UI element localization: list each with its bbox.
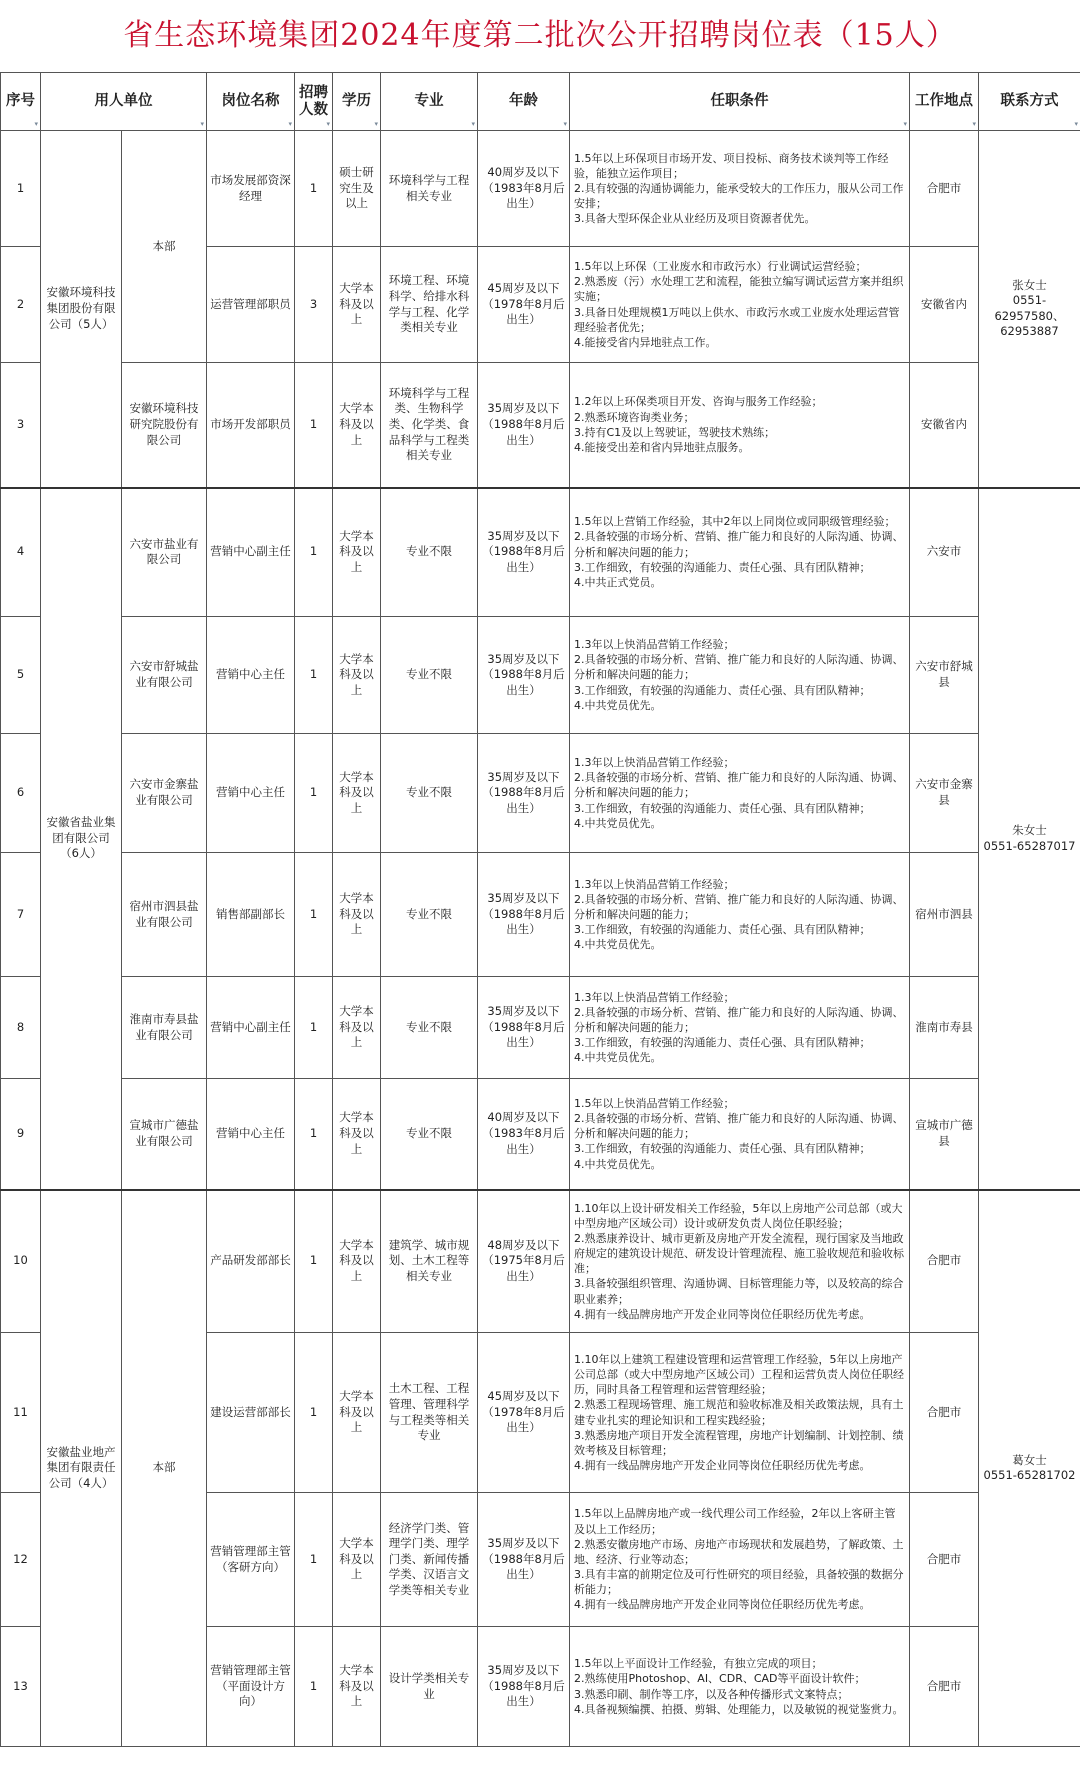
major: 专业不限 bbox=[381, 734, 478, 853]
requirement-line: 1.3年以上快消品营销工作经验； bbox=[574, 756, 735, 770]
header-cell[interactable]: 任职条件 ▾ bbox=[570, 73, 910, 131]
header-cell[interactable]: 工作地点 ▾ bbox=[910, 73, 979, 131]
hire-count: 1 bbox=[295, 853, 333, 977]
requirement-line: 1.2年以上环保类项目开发、咨询与服务工作经验； bbox=[574, 395, 823, 409]
contact-line: 葛女士 bbox=[1012, 1452, 1047, 1467]
post-name: 市场开发部职员 bbox=[207, 363, 295, 488]
education: 大学本科及以上 bbox=[333, 1493, 381, 1627]
requirements bbox=[570, 617, 910, 734]
work-location: 宿州市泗县 bbox=[910, 853, 979, 977]
major: 经济学门类、管理学门类、理学门类、新闻传播学类、汉语言文学类等相关专业 bbox=[381, 1493, 478, 1627]
requirement-line: 2.熟练使用Photoshop、AI、CDR、CAD等平面设计软件； bbox=[574, 1672, 866, 1686]
requirement-line: 2.具备较强的市场分析、营销、推广能力和良好的人际沟通、协调、分析和解决问题的能力； bbox=[574, 1111, 904, 1141]
requirement-line: 2.具有较强的沟通协调能力，能承受较大的工作压力，服从公司工作安排； bbox=[574, 181, 904, 211]
table-row bbox=[1, 977, 1080, 1079]
requirement-line: 4.中共党员优先。 bbox=[574, 1051, 662, 1065]
hire-count: 3 bbox=[295, 247, 333, 363]
age-limit: 40周岁及以下（1983年8月后出生） bbox=[478, 131, 570, 247]
work-location: 淮南市寿县 bbox=[910, 977, 979, 1079]
hire-count: 1 bbox=[295, 977, 333, 1079]
post-name: 营销管理部主管（平面设计方向） bbox=[207, 1627, 295, 1747]
work-location: 合肥市 bbox=[910, 1493, 979, 1627]
employer-group: 安徽环境科技集团股份有限公司（5人） bbox=[41, 131, 122, 488]
employer-unit: 宣城市广德盐业有限公司 bbox=[122, 1079, 207, 1190]
age-limit: 40周岁及以下（1983年8月后出生） bbox=[478, 1079, 570, 1190]
requirement-line: 2.熟悉废（污）水处理工艺和流程，能独立编写调试运营方案并组织实施； bbox=[574, 275, 904, 304]
age-limit: 35周岁及以下（1988年8月后出生） bbox=[478, 363, 570, 488]
row-number: 1 bbox=[1, 131, 41, 247]
hire-count: 1 bbox=[295, 617, 333, 734]
contact-info bbox=[979, 1190, 1080, 1747]
employer-unit: 六安市舒城盐业有限公司 bbox=[122, 617, 207, 734]
requirement-line: 1.3年以上快消品营销工作经验； bbox=[574, 990, 735, 1004]
contact-line: 0551-65281702 bbox=[983, 1468, 1076, 1483]
work-location: 安徽省内 bbox=[910, 247, 979, 363]
requirement-line: 3.工作细致，有较强的沟通能力、责任心强、具有团队精神； bbox=[574, 683, 871, 697]
post-name: 建设运营部部长 bbox=[207, 1333, 295, 1493]
row-number: 5 bbox=[1, 617, 41, 734]
requirement-line: 2.熟悉环境咨询类业务； bbox=[574, 410, 695, 424]
work-location: 合肥市 bbox=[910, 131, 979, 247]
requirements bbox=[570, 131, 910, 247]
age-limit: 35周岁及以下（1988年8月后出生） bbox=[478, 977, 570, 1079]
work-location: 六安市金寨县 bbox=[910, 734, 979, 853]
hire-count: 1 bbox=[295, 1627, 333, 1747]
page-title: 省生态环境集团2024年度第二批次公开招聘岗位表（15人） bbox=[123, 18, 957, 53]
header-cell[interactable]: 年龄 ▾ bbox=[478, 73, 570, 131]
requirement-line: 2.具备较强的市场分析、营销、推广能力和良好的人际沟通、协调、分析和解决问题的能力； bbox=[574, 771, 904, 800]
age-limit: 35周岁及以下（1988年8月后出生） bbox=[478, 488, 570, 617]
requirement-line: 1.5年以上环保（工业废水和市政污水）行业调试运营经验； bbox=[574, 259, 867, 273]
header-cell[interactable]: 岗位名称 ▾ bbox=[207, 73, 295, 131]
age-limit: 35周岁及以下（1988年8月后出生） bbox=[478, 734, 570, 853]
requirements bbox=[570, 734, 910, 853]
table-row bbox=[1, 363, 1080, 488]
education: 大学本科及以上 bbox=[333, 853, 381, 977]
header-cell[interactable]: 用人单位 ▾ bbox=[41, 73, 207, 131]
table-row bbox=[1, 734, 1080, 853]
requirement-line: 3.工作细致，有较强的沟通能力、责任心强、具有团队精神； bbox=[574, 560, 871, 574]
requirement-line: 3.工作细致，有较强的沟通能力、责任心强、具有团队精神； bbox=[574, 1036, 871, 1050]
requirement-line: 1.5年以上快消品营销工作经验； bbox=[574, 1096, 735, 1110]
employer-unit: 淮南市寿县盐业有限公司 bbox=[122, 977, 207, 1079]
education: 大学本科及以上 bbox=[333, 617, 381, 734]
major: 专业不限 bbox=[381, 488, 478, 617]
row-number: 9 bbox=[1, 1079, 41, 1190]
education: 硕士研究生及以上 bbox=[333, 131, 381, 247]
contact-info bbox=[979, 488, 1080, 1190]
header-cell[interactable]: 专业 ▾ bbox=[381, 73, 478, 131]
requirement-line: 4.中共党员优先。 bbox=[574, 816, 662, 830]
requirement-line: 4.中共党员优先。 bbox=[574, 938, 662, 952]
job-table bbox=[0, 72, 1080, 1747]
hire-count: 1 bbox=[295, 1079, 333, 1190]
requirement-line: 1.5年以上营销工作经验，其中2年以上同岗位或同职级管理经验； bbox=[574, 515, 896, 529]
table-header-row bbox=[1, 73, 1080, 131]
requirement-line: 1.5年以上品牌房地产或一线代理公司工作经验，2年以上客研主管及以上工作经历； bbox=[574, 1507, 896, 1536]
requirement-line: 3.具备大型环保企业从业经历及项目资源者优先。 bbox=[574, 212, 816, 226]
major: 环境科学与工程相关专业 bbox=[381, 131, 478, 247]
work-location: 宣城市广德县 bbox=[910, 1079, 979, 1190]
education: 大学本科及以上 bbox=[333, 1627, 381, 1747]
requirement-line: 4.中共党员优先。 bbox=[574, 1157, 662, 1171]
requirements bbox=[570, 977, 910, 1079]
work-location: 合肥市 bbox=[910, 1190, 979, 1333]
education: 大学本科及以上 bbox=[333, 734, 381, 853]
requirement-line: 1.10年以上建筑工程建设管理和运营管理工作经验，5年以上房地产公司总部（或大中型房地产区域公司）工程和运营负责人岗位任职经历，同时具备工程管理和运营管理经验； bbox=[574, 1352, 904, 1397]
education: 大学本科及以上 bbox=[333, 1190, 381, 1333]
requirement-line: 4.能接受出差和省内异地驻点服务。 bbox=[574, 440, 750, 454]
row-number: 2 bbox=[1, 247, 41, 363]
requirement-line: 1.5年以上环保项目市场开发、项目投标、商务技术谈判等工作经验，能独立运作项目； bbox=[574, 151, 889, 180]
major: 专业不限 bbox=[381, 1079, 478, 1190]
contact-line: 0551-65287017 bbox=[983, 838, 1076, 853]
requirement-line: 3.熟悉房地产项目开发全流程管理，房地产计划编制、计划控制、绩效考核及目标管理； bbox=[574, 1428, 904, 1457]
requirements bbox=[570, 247, 910, 363]
employer-group: 安徽盐业地产集团有限责任公司（4人） bbox=[41, 1190, 122, 1747]
post-name: 营销中心主任 bbox=[207, 617, 295, 734]
row-number: 12 bbox=[1, 1493, 41, 1627]
requirement-line: 3.具有丰富的前期定位及可行性研究的项目经验，具备较强的数据分析能力； bbox=[574, 1568, 904, 1597]
row-number: 10 bbox=[1, 1190, 41, 1333]
employer-unit: 本部 bbox=[122, 131, 207, 363]
work-location: 安徽省内 bbox=[910, 363, 979, 488]
table-row bbox=[1, 853, 1080, 977]
header-cell[interactable]: 联系方式 ▾ bbox=[979, 73, 1080, 131]
requirement-line: 4.中共正式党员。 bbox=[574, 576, 662, 589]
major: 环境科学与工程类、生物科学类、化学类、食品科学与工程类相关专业 bbox=[381, 363, 478, 488]
requirement-line: 3.持有C1及以上驾驶证，驾驶技术熟练； bbox=[574, 425, 776, 439]
requirement-line: 2.具备较强的市场分析、营销、推广能力和良好的人际沟通、协调、分析和解决问题的能力； bbox=[574, 892, 904, 921]
table-row bbox=[1, 131, 1080, 247]
requirement-line: 3.工作细致，有较强的沟通能力、责任心强、具有团队精神； bbox=[574, 923, 871, 937]
requirement-line: 1.10年以上设计研发相关工作经验，5年以上房地产公司总部（或大中型房地产区域公司）设计或研发负责人岗位任职经验； bbox=[574, 1201, 903, 1230]
requirement-line: 4.具备视频编撰、拍摄、剪辑、处理能力，以及敏锐的视觉鉴赏力。 bbox=[574, 1702, 904, 1716]
requirement-line: 4.能接受省内异地驻点工作。 bbox=[574, 335, 717, 349]
major: 设计学类相关专业 bbox=[381, 1627, 478, 1747]
age-limit: 35周岁及以下（1988年8月后出生） bbox=[478, 1627, 570, 1747]
contact-line: 朱女士 bbox=[1012, 822, 1047, 837]
age-limit: 35周岁及以下（1988年8月后出生） bbox=[478, 617, 570, 734]
employer-unit: 宿州市泗县盐业有限公司 bbox=[122, 853, 207, 977]
header-cell[interactable]: 序号 ▾ bbox=[1, 73, 41, 131]
post-name: 营销中心副主任 bbox=[207, 488, 295, 617]
requirements bbox=[570, 853, 910, 977]
major: 土木工程、工程管理、管理科学与工程类等相关专业 bbox=[381, 1333, 478, 1493]
post-name: 营销管理部主管（客研方向） bbox=[207, 1493, 295, 1627]
work-location: 六安市舒城县 bbox=[910, 617, 979, 734]
hire-count: 1 bbox=[295, 1190, 333, 1333]
major: 专业不限 bbox=[381, 977, 478, 1079]
education: 大学本科及以上 bbox=[333, 247, 381, 363]
requirement-line: 1.3年以上快消品营销工作经验； bbox=[574, 638, 735, 652]
requirements bbox=[570, 488, 910, 617]
row-number: 13 bbox=[1, 1627, 41, 1747]
post-name: 营销中心副主任 bbox=[207, 977, 295, 1079]
row-number: 6 bbox=[1, 734, 41, 853]
hire-count: 1 bbox=[295, 734, 333, 853]
requirement-line: 1.3年以上快消品营销工作经验； bbox=[574, 877, 735, 891]
row-number: 4 bbox=[1, 488, 41, 617]
employer-unit: 六安市盐业有限公司 bbox=[122, 488, 207, 617]
requirement-line: 3.熟悉印刷、制作等工序，以及各种传播形式文案特点； bbox=[574, 1687, 849, 1701]
table-row bbox=[1, 1190, 1080, 1333]
requirement-line: 3.工作细致，有较强的沟通能力、责任心强、具有团队精神； bbox=[574, 1142, 871, 1156]
age-limit: 48周岁及以下（1975年8月后出生） bbox=[478, 1190, 570, 1333]
row-number: 8 bbox=[1, 977, 41, 1079]
post-name: 市场发展部资深经理 bbox=[207, 131, 295, 247]
major: 建筑学、城市规划、土木工程等相关专业 bbox=[381, 1190, 478, 1333]
requirement-line: 2.熟悉安徽房地产市场、房地产市场现状和发展趋势，了解政策、土地、经济、行业等动态； bbox=[574, 1537, 904, 1566]
contact-line: 0551-62957580、62953887 bbox=[994, 293, 1065, 339]
hire-count: 1 bbox=[295, 1333, 333, 1493]
header-cell[interactable]: 招聘人数 ▾ bbox=[295, 73, 333, 131]
age-limit: 35周岁及以下（1988年8月后出生） bbox=[478, 853, 570, 977]
requirements bbox=[570, 1333, 910, 1493]
requirement-line: 3.具备较强组织管理、沟通协调、目标管理能力等，以及较高的综合职业素养； bbox=[574, 1277, 904, 1306]
requirements bbox=[570, 1493, 910, 1627]
post-name: 运营管理部职员 bbox=[207, 247, 295, 363]
age-limit: 45周岁及以下（1978年8月后出生） bbox=[478, 1333, 570, 1493]
post-name: 营销中心主任 bbox=[207, 1079, 295, 1190]
hire-count: 1 bbox=[295, 488, 333, 617]
requirement-line: 1.5年以上平面设计工作经验，有独立完成的项目； bbox=[574, 1657, 823, 1671]
employer-unit: 六安市金寨盐业有限公司 bbox=[122, 734, 207, 853]
requirements bbox=[570, 363, 910, 488]
contact-line: 张女士 bbox=[1012, 277, 1047, 292]
age-limit: 35周岁及以下（1988年8月后出生） bbox=[478, 1493, 570, 1627]
table-row bbox=[1, 488, 1080, 617]
work-location: 合肥市 bbox=[910, 1627, 979, 1747]
requirements bbox=[570, 1190, 910, 1333]
post-name: 营销中心主任 bbox=[207, 734, 295, 853]
requirement-line: 2.具备较强的市场分析、营销、推广能力和良好的人际沟通、协调、分析和解决问题的能力； bbox=[574, 653, 904, 682]
requirement-line: 2.熟悉工程现场管理、施工规范和验收标准及相关政策法规，具有土建专业扎实的理论知识和工程实践经验； bbox=[574, 1398, 904, 1427]
requirement-line: 3.工作细致，有较强的沟通能力、责任心强、具有团队精神； bbox=[574, 801, 871, 815]
employer-unit: 安徽环境科技研究院股份有限公司 bbox=[122, 363, 207, 488]
hire-count: 1 bbox=[295, 1493, 333, 1627]
contact-info bbox=[979, 131, 1080, 488]
hire-count: 1 bbox=[295, 363, 333, 488]
header-cell[interactable]: 学历 ▾ bbox=[333, 73, 381, 131]
table-body bbox=[1, 131, 1080, 1747]
requirement-line: 2.具备较强的市场分析、营销、推广能力和良好的人际沟通、协调、分析和解决问题的能力； bbox=[574, 530, 904, 559]
education: 大学本科及以上 bbox=[333, 1333, 381, 1493]
hire-count: 1 bbox=[295, 131, 333, 247]
requirement-line: 2.熟悉康养设计、城市更新及房地产开发全流程，现行国家及当地政府规定的建筑设计规范、研发设计管理流程、施工验收规范和验收标准； bbox=[574, 1231, 904, 1276]
major: 环境工程、环境科学、给排水科学与工程、化学类相关专业 bbox=[381, 247, 478, 363]
employer-unit: 本部 bbox=[122, 1190, 207, 1747]
requirement-line: 4.中共党员优先。 bbox=[574, 698, 662, 712]
education: 大学本科及以上 bbox=[333, 363, 381, 488]
education: 大学本科及以上 bbox=[333, 488, 381, 617]
requirement-line: 2.具备较强的市场分析、营销、推广能力和良好的人际沟通、协调、分析和解决问题的能力； bbox=[574, 1005, 904, 1034]
requirement-line: 4.拥有一线品牌房地产开发企业同等岗位任职经历优先考虑。 bbox=[574, 1598, 871, 1612]
post-name: 产品研发部部长 bbox=[207, 1190, 295, 1333]
age-limit: 45周岁及以下（1978年8月后出生） bbox=[478, 247, 570, 363]
row-number: 11 bbox=[1, 1333, 41, 1493]
requirement-line: 4.拥有一线品牌房地产开发企业同等岗位任职经历优先考虑。 bbox=[574, 1307, 871, 1321]
table-row bbox=[1, 617, 1080, 734]
employer-group: 安徽省盐业集团有限公司（6人） bbox=[41, 488, 122, 1190]
post-name: 销售部副部长 bbox=[207, 853, 295, 977]
education: 大学本科及以上 bbox=[333, 1079, 381, 1190]
work-location: 合肥市 bbox=[910, 1333, 979, 1493]
row-number: 3 bbox=[1, 363, 41, 488]
requirement-line: 3.具备日处理规模1万吨以上供水、市政污水或工业废水处理运营管理经验者优先； bbox=[574, 305, 900, 334]
requirements bbox=[570, 1627, 910, 1747]
education: 大学本科及以上 bbox=[333, 977, 381, 1079]
row-number: 7 bbox=[1, 853, 41, 977]
table-row bbox=[1, 1079, 1080, 1190]
major: 专业不限 bbox=[381, 853, 478, 977]
major: 专业不限 bbox=[381, 617, 478, 734]
work-location: 六安市 bbox=[910, 488, 979, 617]
requirements bbox=[570, 1079, 910, 1190]
requirement-line: 4.拥有一线品牌房地产开发企业同等岗位任职经历优先考虑。 bbox=[574, 1459, 871, 1473]
